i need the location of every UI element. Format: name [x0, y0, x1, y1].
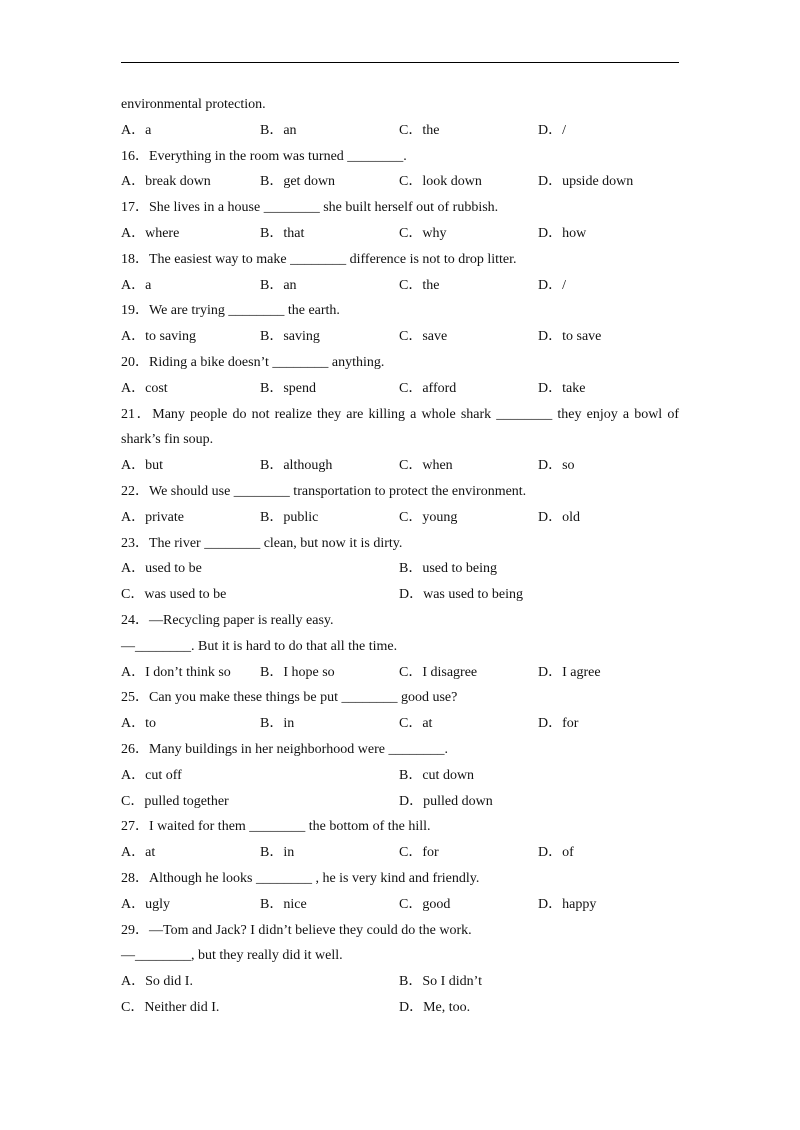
option-d: D．how — [538, 225, 587, 241]
option-a: A．a — [121, 277, 152, 293]
option-b: B．So I didn’t — [399, 974, 482, 990]
option-c: C．the — [399, 277, 440, 293]
question-17-stem: 17．She lives in a house ________ she built herself out of rubbish. — [121, 200, 499, 216]
option-c: C．for — [399, 845, 439, 861]
option-a: A．to saving — [121, 329, 197, 345]
option-d: D．old — [538, 509, 580, 525]
question-26-options-row-2 — [121, 789, 679, 815]
question-29-options-row-2 — [121, 995, 679, 1021]
option-a: A．So did I. — [121, 974, 193, 990]
option-c: C．pulled together — [121, 793, 229, 809]
question-27-options — [121, 840, 679, 866]
question-21-stem: 21．Many people do not realize they are killing a whole shark ________ they enjoy a bowl of shark’s fin soup. — [121, 406, 679, 448]
option-c: C．at — [399, 716, 433, 732]
option-b: B．cut down — [399, 767, 475, 783]
question-23-options-row-1 — [121, 556, 679, 582]
option-c: C．why — [399, 225, 447, 241]
carry-over-text: environmental protection. — [121, 97, 266, 112]
option-c: C．when — [399, 458, 453, 474]
question-24-options — [121, 660, 679, 686]
option-b: B．get down — [260, 174, 336, 190]
header-rule — [121, 62, 679, 63]
option-b: B．an — [260, 122, 297, 138]
option-a: A．break down — [121, 174, 211, 190]
option-b: B．in — [260, 845, 295, 861]
question-26-stem: 26．Many buildings in her neighborhood were ________. — [121, 741, 449, 757]
question-23-options-row-2 — [121, 582, 679, 608]
option-d: D．of — [538, 845, 574, 861]
option-c: C．was used to be — [121, 587, 227, 603]
question-24-stem: 24．—Recycling paper is really easy. — [121, 612, 334, 628]
option-a: A．cost — [121, 380, 168, 396]
option-a: A．at — [121, 845, 156, 861]
option-a: A．a — [121, 122, 152, 138]
option-d: D．was used to being — [399, 587, 524, 603]
option-d: D．/ — [538, 277, 566, 293]
question-20-stem: 20．Riding a bike doesn’t ________ anything. — [121, 354, 385, 370]
question-25-stem: 25．Can you make these things be put ________ good use? — [121, 690, 458, 706]
option-c: C．look down — [399, 174, 482, 190]
option-c: C．the — [399, 122, 440, 138]
question-16-options — [121, 169, 679, 195]
option-c: C．young — [399, 509, 458, 525]
question-23-stem: 23．The river ________ clean, but now it is dirty. — [121, 535, 403, 551]
question-27-stem: 27．I waited for them ________ the bottom of the hill. — [121, 819, 431, 835]
option-d: D．pulled down — [399, 793, 493, 809]
question-17-options — [121, 221, 679, 247]
option-c: C．Neither did I. — [121, 999, 220, 1015]
question-24-reply: —________. But it is hard to do that all the time. — [121, 638, 398, 654]
question-16-stem: 16．Everything in the room was turned ________. — [121, 148, 407, 164]
option-a: A．used to be — [121, 561, 202, 577]
option-b: B．public — [260, 509, 319, 525]
option-b: B．that — [260, 225, 305, 241]
question-19-stem: 19．We are trying ________ the earth. — [121, 303, 340, 319]
question-list — [121, 92, 679, 1021]
option-c: C．good — [399, 896, 451, 912]
option-a: A．but — [121, 458, 163, 474]
option-a: A．I don’t think so — [121, 664, 231, 680]
question-28-stem: 28．Although he looks ________ , he is very kind and friendly. — [121, 870, 480, 886]
option-b: B．I hope so — [260, 664, 335, 680]
option-b: B．although — [260, 458, 333, 474]
option-b: B．in — [260, 716, 295, 732]
option-b: B．nice — [260, 896, 307, 912]
question-21-options — [121, 453, 679, 479]
option-a: A．ugly — [121, 896, 170, 912]
question-18-stem: 18．The easiest way to make ________ difference is not to drop litter. — [121, 251, 517, 267]
option-d: D．happy — [538, 896, 597, 912]
option-c: C．afford — [399, 380, 457, 396]
question-25-options — [121, 711, 679, 737]
question-22-options — [121, 505, 679, 531]
question-28-options — [121, 892, 679, 918]
option-d: D．Me, too. — [399, 999, 471, 1015]
option-b: B．spend — [260, 380, 316, 396]
question-29-stem: 29．—Tom and Jack? I didn’t believe they could do the work. — [121, 922, 472, 938]
option-a: A．cut off — [121, 767, 182, 783]
option-a: A．where — [121, 225, 180, 241]
question-18-options — [121, 273, 679, 299]
options-row — [121, 118, 679, 144]
option-c: C．I disagree — [399, 664, 478, 680]
question-29-options-row-1 — [121, 969, 679, 995]
option-d: D．so — [538, 458, 575, 474]
option-d: D．take — [538, 380, 586, 396]
option-d: D．/ — [538, 122, 566, 138]
option-a: A．private — [121, 509, 184, 525]
option-b: B．used to being — [399, 561, 497, 577]
option-d: D．for — [538, 716, 579, 732]
option-d: D．to save — [538, 329, 602, 345]
option-b: B．saving — [260, 329, 320, 345]
option-a: A．to — [121, 716, 156, 732]
option-c: C．save — [399, 329, 448, 345]
question-19-options — [121, 324, 679, 350]
option-d: D．upside down — [538, 174, 634, 190]
question-22-stem: 22．We should use ________ transportation to protect the environment. — [121, 483, 527, 499]
option-b: B．an — [260, 277, 297, 293]
question-20-options — [121, 376, 679, 402]
question-26-options-row-1 — [121, 763, 679, 789]
question-29-reply: —________, but they really did it well. — [121, 948, 343, 964]
option-d: D．I agree — [538, 664, 601, 680]
